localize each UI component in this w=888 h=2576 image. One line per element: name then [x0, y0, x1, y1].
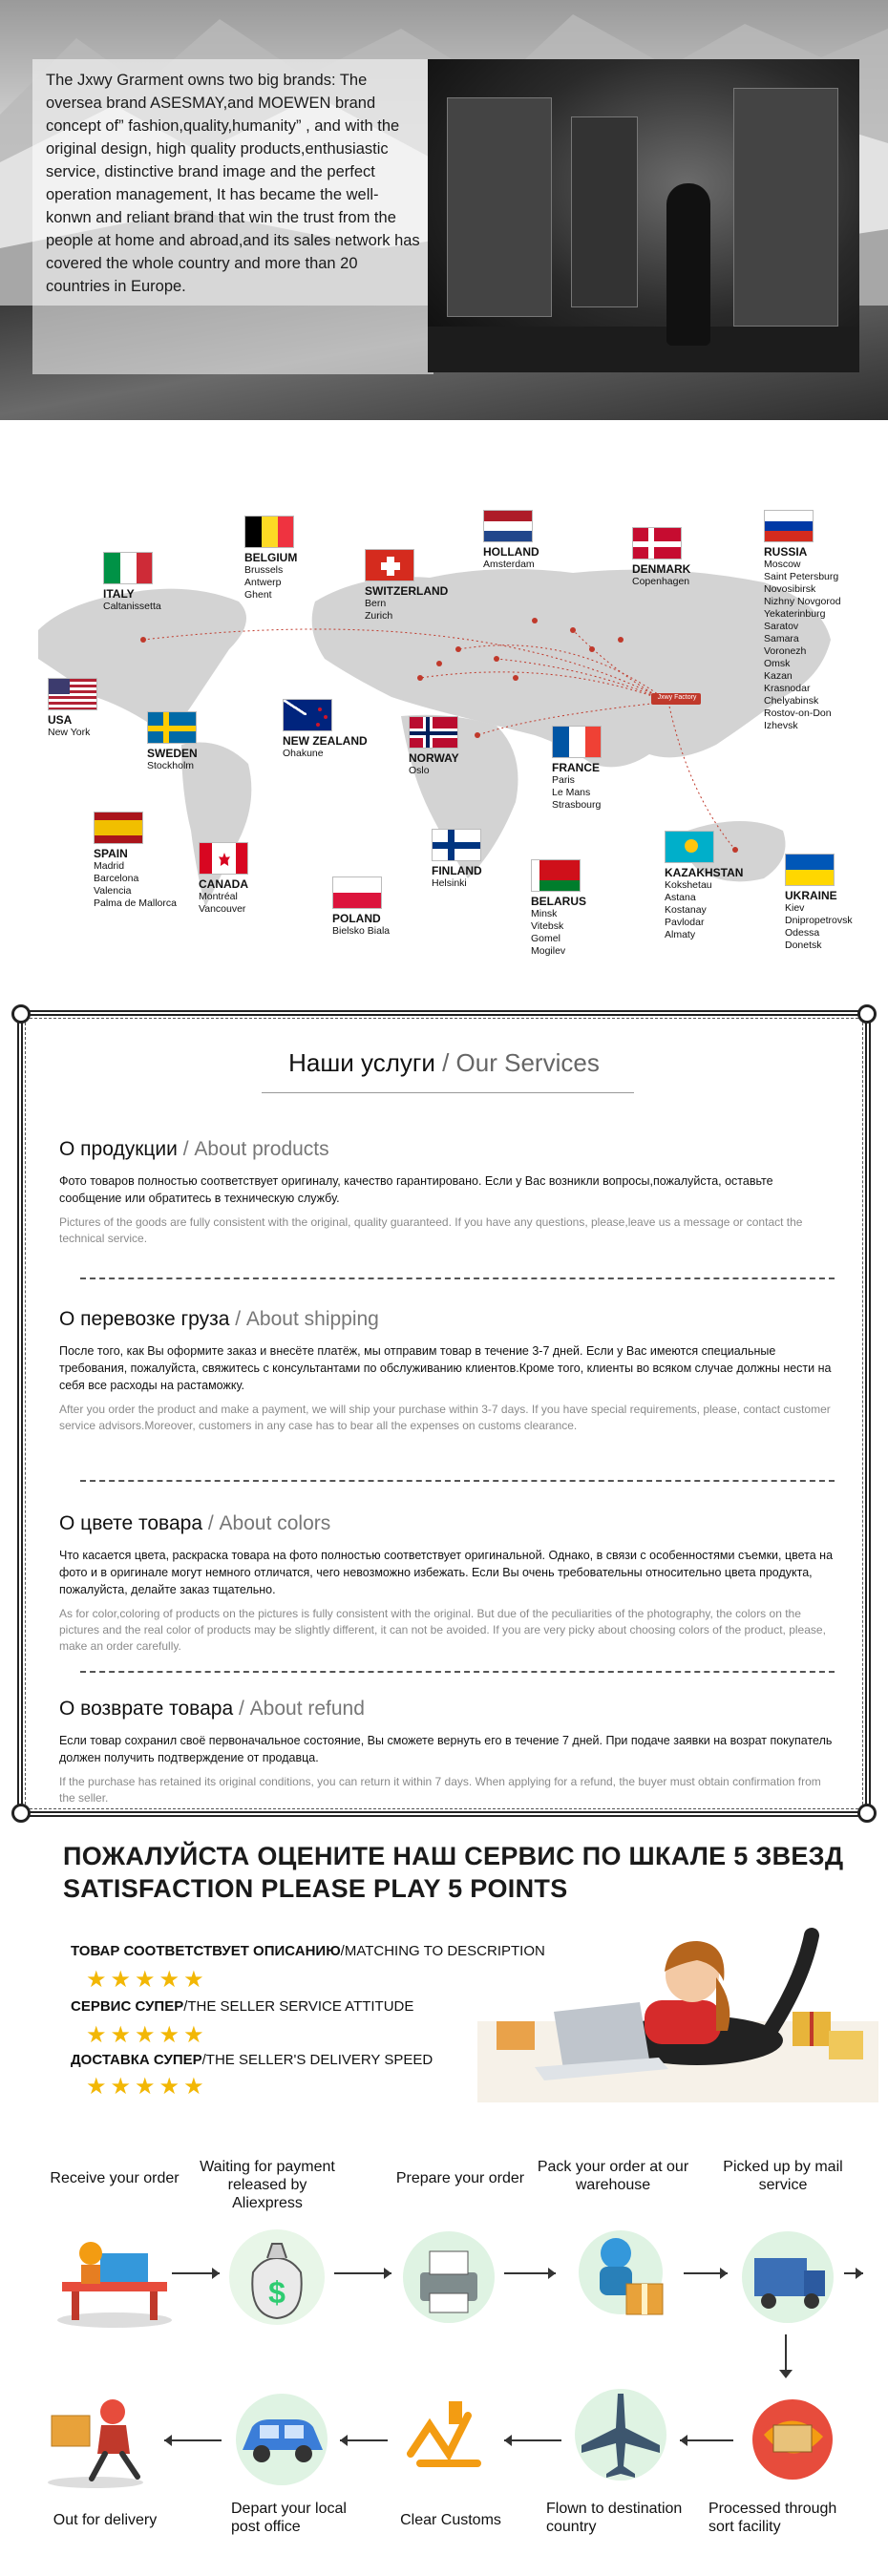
step-flown-destination — [535, 2500, 687, 2536]
city-name: Oslo — [409, 765, 430, 776]
city-name: Stockholm — [147, 760, 195, 771]
country-kazakhstan — [665, 831, 743, 941]
service-block-products — [59, 1138, 835, 1247]
brand-hero-banner — [0, 0, 888, 420]
city-name: Mogilev — [531, 945, 566, 957]
rating-label-ru: ТОВАР СООТВЕТСТВУЕТ ОПИСАНИЮ — [71, 1943, 341, 1959]
store-shelf — [733, 88, 838, 327]
five-star-icon: ★★★★★ — [86, 1967, 208, 1993]
country-usa — [48, 678, 97, 739]
country-belgium — [244, 516, 297, 602]
country-name: SWEDEN — [147, 747, 198, 760]
order-desk-icon — [53, 2225, 177, 2330]
country-italy — [103, 552, 161, 613]
city-name: Astana — [665, 892, 696, 903]
airplane-icon — [568, 2382, 673, 2487]
step-out-for-delivery — [29, 2511, 181, 2529]
rating-label-en: /MATCHING TO DESCRIPTION — [340, 1943, 545, 1959]
services-title — [23, 1048, 865, 1078]
city-name: Antwerp — [244, 577, 282, 588]
country-name: BELARUS — [531, 895, 587, 908]
city-name: Dnipropetrovsk — [785, 915, 853, 926]
country-canada — [199, 842, 248, 916]
svg-text:$: $ — [268, 2275, 285, 2310]
city-name: Saratov — [764, 621, 799, 632]
country-name: HOLLAND — [483, 545, 539, 559]
title-divider — [262, 1092, 634, 1093]
service-block-colors — [59, 1512, 835, 1655]
rating-request-banner — [38, 1830, 869, 2107]
country-name: FRANCE — [552, 761, 600, 774]
city-name: Valencia — [94, 885, 132, 897]
city-name: Krasnodar — [764, 683, 811, 694]
sort-facility-icon — [735, 2387, 850, 2492]
city-name: Kazan — [764, 670, 793, 682]
flow-arrow — [504, 2439, 561, 2441]
country-name: ITALY — [103, 587, 135, 601]
rating-row-service — [71, 1998, 413, 2015]
city-name: Vancouver — [199, 903, 246, 915]
customs-icon — [391, 2387, 497, 2492]
rating-row-delivery — [71, 2052, 433, 2068]
ornament-icon — [857, 1804, 877, 1823]
city-name: Izhevsk — [764, 720, 798, 731]
city-name: Kostanay — [665, 904, 707, 916]
italy-flag-icon — [103, 552, 153, 584]
service-text-ru: Фото товаров полностью соответствует оригиналу, качество гарантировано. Если у Вас возникли вопросы,пожалуйста, оставьте сообщение или обратитесь в техническую службу. — [59, 1174, 773, 1205]
country-belarus — [531, 859, 586, 958]
service-heading — [59, 1138, 835, 1161]
store-shelf — [571, 116, 638, 307]
heading-ru: О возврате товара — [59, 1698, 234, 1720]
city-name: Barcelona — [94, 873, 139, 884]
city-name: Copenhagen — [632, 576, 690, 587]
country-norway — [409, 716, 459, 777]
country-name: NORWAY — [409, 751, 459, 765]
printer-icon — [401, 2225, 497, 2330]
poland-flag-icon — [332, 876, 382, 909]
city-name: Donetsk — [785, 940, 822, 951]
step-label: Depart your local post office — [231, 2501, 347, 2535]
sales-network-map — [0, 487, 888, 983]
city-name: Zurich — [365, 610, 393, 622]
country-new-zealand — [283, 699, 368, 760]
heading-ru: О цвете товара — [59, 1512, 203, 1534]
norway-flag-icon — [409, 716, 458, 749]
finland-flag-icon — [432, 829, 481, 861]
new-zealand-flag-icon — [283, 699, 332, 731]
country-name: UKRAINE — [785, 889, 837, 902]
rating-title-en: SATISFACTION PLEASE PLAY 5 POINTS — [63, 1874, 568, 1903]
country-france — [552, 726, 602, 812]
holland-flag-icon — [483, 510, 533, 542]
country-name: USA — [48, 713, 73, 727]
store-interior-photo — [428, 59, 859, 372]
ornament-icon — [11, 1804, 31, 1823]
country-ukraine — [785, 854, 853, 952]
heading-en: / About shipping — [229, 1308, 379, 1330]
city-name: Omsk — [764, 658, 791, 669]
factory-label: Jxwy Factory — [657, 694, 697, 701]
service-text-ru: После того, как Вы оформите заказ и внесёте платёж, мы отправим товар в течение 3-7 дней. Если у Вас имеются специальные требования, пожалуйста, свяжитесь с консультантами по обслуживанию клиентов.Кроме того, клиенты во всяком случае должны нести на себя все расходы на растаможку. — [59, 1344, 832, 1392]
dashed-divider — [80, 1277, 835, 1279]
city-name: Odessa — [785, 927, 820, 939]
ornament-icon — [857, 1004, 877, 1024]
city-name: Almaty — [665, 929, 696, 940]
spain-flag-icon — [94, 812, 143, 844]
step-clear-customs — [374, 2511, 527, 2529]
money-bag-icon — [229, 2225, 325, 2330]
step-depart-post-office — [210, 2500, 363, 2536]
kazakhstan-flag-icon — [665, 831, 714, 863]
city-name: Brussels — [244, 564, 284, 576]
brand-intro-text: The Jxwy Grarment owns two big brands: The oversea brand ASESMAY,and MOEWEN brand concept of” fashion,quality,humanity” , and with the original design, high quality products,enthusiastic service, distinctive brand image and the perfect operation management, It has became the well-konwn and reliant brand that win the trust from the people at home and abroad,and its sales network has covered the whole country and more than 20 countries in Europe. — [32, 59, 433, 374]
country-switzerland — [365, 549, 448, 623]
service-heading — [59, 1308, 835, 1331]
service-text-en: As for color,coloring of products on the pictures is fully consistent with the original. But due of the peculiarities of the photography, the colors on the pictures and the real color of products may be slightly different, it can not be avoided. If you are very picky about choosing colors of the product, please, make an order carefully. — [59, 1607, 826, 1653]
city-name: Paris — [552, 774, 575, 786]
step-label: Flown to destination country — [546, 2501, 683, 2535]
city-name: Ohakune — [283, 748, 324, 759]
our-services-panel — [17, 1010, 871, 1817]
country-spain — [94, 812, 177, 910]
country-name: SWITZERLAND — [365, 584, 449, 598]
city-name: Rostov-on-Don — [764, 707, 832, 719]
rating-label-ru: ДОСТАВКА СУПЕР — [71, 2052, 202, 2068]
step-pack-order — [537, 2158, 689, 2194]
flow-arrow — [680, 2439, 733, 2441]
step-label: Picked up by mail service — [723, 2159, 843, 2193]
flow-arrow — [504, 2272, 556, 2274]
ornament-icon — [11, 1004, 31, 1024]
flow-arrow — [844, 2272, 863, 2274]
switzerland-flag-icon — [365, 549, 414, 581]
city-name: Nizhny Novgorod — [764, 596, 841, 607]
belgium-flag-icon — [244, 516, 294, 548]
city-name: Samara — [764, 633, 799, 644]
city-name: Moscow — [764, 559, 801, 570]
rating-title-ru: ПОЖАЛУЙСТА ОЦЕНИТЕ НАШ СЕРВИС ПО ШКАЛЕ 5 ЗВЕЗД — [63, 1842, 844, 1870]
heading-ru: О перевозке груза — [59, 1308, 230, 1330]
step-label: Waiting for payment released by Aliexpress — [200, 2159, 335, 2211]
country-name: RUSSIA — [764, 545, 808, 559]
step-label: Clear Customs — [400, 2512, 501, 2528]
city-name: Caltanissetta — [103, 601, 161, 612]
sweden-flag-icon — [147, 711, 197, 744]
person-silhouette — [666, 183, 710, 346]
step-receive-order — [38, 2169, 191, 2187]
step-prepare-order — [384, 2169, 537, 2187]
woman-with-laptop-illustration — [477, 1897, 878, 2102]
courier-icon — [38, 2387, 153, 2492]
russia-flag-icon — [764, 510, 814, 542]
rating-title — [63, 1840, 843, 1905]
city-name: Madrid — [94, 860, 125, 872]
truck-icon — [735, 2225, 840, 2330]
services-title-ru: Наши услуги — [288, 1048, 435, 1077]
heading-en: / About colors — [202, 1512, 331, 1534]
country-russia — [764, 510, 841, 732]
city-name: New York — [48, 727, 91, 738]
country-finland — [432, 829, 482, 890]
step-label: Prepare your order — [395, 2170, 525, 2186]
dashed-divider — [80, 1480, 835, 1482]
service-text-en: If the purchase has retained its original conditions, you can return it within 7 days. When applying for a refund, the buyer must obtain confirmation from the seller. — [59, 1775, 821, 1805]
service-text-en: Pictures of the goods are fully consistent with the original, quality guaranteed. If you have any questions, please,leave us a message or contact the technical service. — [59, 1215, 803, 1245]
belarus-flag-icon — [531, 859, 581, 892]
services-title-en: / Our Services — [434, 1048, 600, 1077]
france-flag-icon — [552, 726, 602, 758]
city-name: Yekaterinburg — [764, 608, 826, 620]
country-holland — [483, 510, 539, 571]
step-label: Receive your order — [50, 2170, 180, 2186]
five-star-icon: ★★★★★ — [86, 2074, 208, 2100]
flow-arrow — [684, 2272, 728, 2274]
flow-arrow — [172, 2272, 220, 2274]
city-name: Gomel — [531, 933, 560, 944]
country-denmark — [632, 527, 690, 588]
store-floor — [428, 327, 859, 372]
dashed-divider — [80, 1671, 835, 1673]
step-label: Pack your order at our warehouse — [537, 2159, 689, 2193]
service-block-refund — [59, 1698, 835, 1806]
city-name: Voronezh — [764, 645, 807, 657]
country-name: POLAND — [332, 912, 381, 925]
city-name: Kokshetau — [665, 879, 712, 891]
heading-ru: О продукции — [59, 1138, 178, 1160]
store-shelf — [447, 97, 552, 317]
country-name: FINLAND — [432, 864, 482, 877]
city-name: Ghent — [244, 589, 272, 601]
country-name: SPAIN — [94, 847, 128, 860]
flow-arrow — [340, 2439, 388, 2441]
city-name: Montréal — [199, 891, 238, 902]
rating-row-description — [71, 1943, 545, 1959]
rating-label-en: /THE SELLER'S DELIVERY SPEED — [201, 2052, 433, 2068]
usa-flag-icon — [48, 678, 97, 710]
city-name: Strasbourg — [552, 799, 602, 811]
city-name: Minsk — [531, 908, 558, 919]
car-icon — [229, 2387, 334, 2492]
step-sort-facility — [705, 2500, 857, 2536]
city-name: Helsinki — [432, 877, 467, 889]
city-name: Bielsko Biala — [332, 925, 391, 937]
city-name: Vitebsk — [531, 920, 564, 932]
flow-arrow — [334, 2272, 391, 2274]
packing-icon — [563, 2225, 678, 2330]
country-name: DENMARK — [632, 562, 691, 576]
service-heading — [59, 1512, 835, 1535]
city-name: Palma de Mallorca — [94, 897, 177, 909]
city-name: Chelyabinsk — [764, 695, 819, 707]
rating-label-ru: СЕРВИС СУПЕР — [71, 1998, 184, 2015]
denmark-flag-icon — [632, 527, 682, 560]
heading-en: / About refund — [233, 1698, 365, 1720]
city-name: Bern — [365, 598, 387, 609]
heading-en: / About products — [177, 1138, 329, 1160]
canada-flag-icon — [199, 842, 248, 875]
country-name: CANADA — [199, 877, 248, 891]
city-name: Saint Petersburg — [764, 571, 839, 582]
service-text-ru: Что касается цвета, раскраска товара на фото полностью соответствует оригинальной. Однако, в связи с особенностями съемки, цвета на фото и в оригинале могут немного отличатся, чего невозможно избежать. Если Вы очень требовательны относительно цвета продукта, пожалуйста, делайте заказ тщательно. — [59, 1549, 834, 1596]
flow-arrow-down — [785, 2334, 787, 2373]
city-name: Pavlodar — [665, 917, 705, 928]
country-sweden — [147, 711, 198, 772]
service-text-ru: Если товар сохранил своё первоначальное состояние, Вы сможете вернуть его в течение 7 дней. При подаче заявки на возрат покупатель должен получить подтверждение от продавца. — [59, 1734, 833, 1764]
step-picked-up — [707, 2158, 859, 2194]
step-label: Processed through sort facility — [708, 2501, 837, 2535]
step-waiting-payment — [191, 2158, 344, 2212]
country-name: KAZAKHSTAN — [665, 866, 744, 879]
flow-arrow — [164, 2439, 222, 2441]
rating-label-en: /THE SELLER SERVICE ATTITUDE — [183, 1998, 414, 2015]
service-text-en: After you order the product and make a payment, we will ship your purchase within 3-7 days. If you have special requirements, please, contact customer service advisors.Moreover, customers in any case has to bear all the expenses on customs clearance. — [59, 1403, 831, 1432]
service-block-shipping — [59, 1308, 835, 1434]
order-process-flow — [0, 2129, 888, 2568]
step-label: Out for delivery — [53, 2512, 158, 2528]
service-heading — [59, 1698, 835, 1721]
city-name: Kiev — [785, 902, 805, 914]
city-name: Novosibirsk — [764, 583, 816, 595]
city-name: Amsterdam — [483, 559, 535, 570]
country-name: NEW ZEALAND — [283, 734, 368, 748]
flow-arrow-head — [779, 2370, 793, 2378]
country-name: BELGIUM — [244, 551, 298, 564]
country-poland — [332, 876, 390, 938]
five-star-icon: ★★★★★ — [86, 2022, 208, 2048]
city-name: Le Mans — [552, 787, 591, 798]
ukraine-flag-icon — [785, 854, 835, 886]
